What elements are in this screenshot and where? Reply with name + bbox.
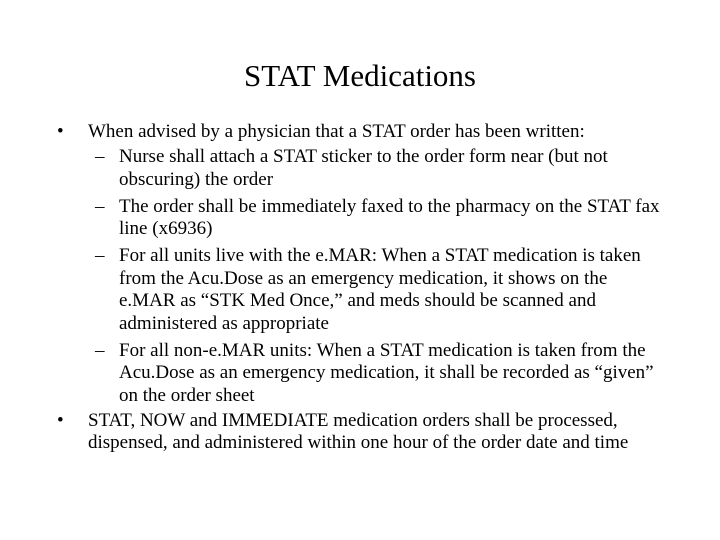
sub-bullet-marker: – [95,146,105,167]
bullet-marker: • [57,121,64,142]
sub-bullet-item [88,340,667,408]
sub-bullet-text: For all units live with the e.MAR: When a STAT medication is taken from the Acu.Dose as an emergency medication, it shows on the e.MAR as “STK Med Once,” and meds should be scanned and administered as appropriate [119,245,641,334]
sub-bullet-text: The order shall be immediately faxed to the pharmacy on the STAT fax line (x6936) [119,195,660,239]
sub-bullet-text: Nurse shall attach a STAT sticker to the order form near (but not obscuring) the order [119,146,608,190]
sub-bullet-marker: – [95,339,105,361]
sub-bullet-marker: – [95,195,105,217]
slide-content [57,121,667,457]
sub-bullet-item [88,245,667,335]
bullet-item [57,121,667,407]
sub-bullet-list [88,146,667,407]
sub-bullet-item [88,196,667,241]
sub-bullet-marker: – [95,245,105,266]
bullet-text: STAT, NOW and IMMEDIATE medication orders shall be processed, dispensed, and administered within one hour of the order date and time [88,409,629,453]
slide-title: STAT Medications [243,58,476,93]
bullet-marker: • [57,409,64,431]
sub-bullet-text: For all non-e.MAR units: When a STAT medication is taken from the Acu.Dose as an emergency medication, it shall be recorded as “given” on the order sheet [119,339,654,406]
sub-bullet-item [88,146,667,191]
bullet-item [57,410,667,455]
bullet-text: When advised by a physician that a STAT order has been written: [88,121,585,142]
